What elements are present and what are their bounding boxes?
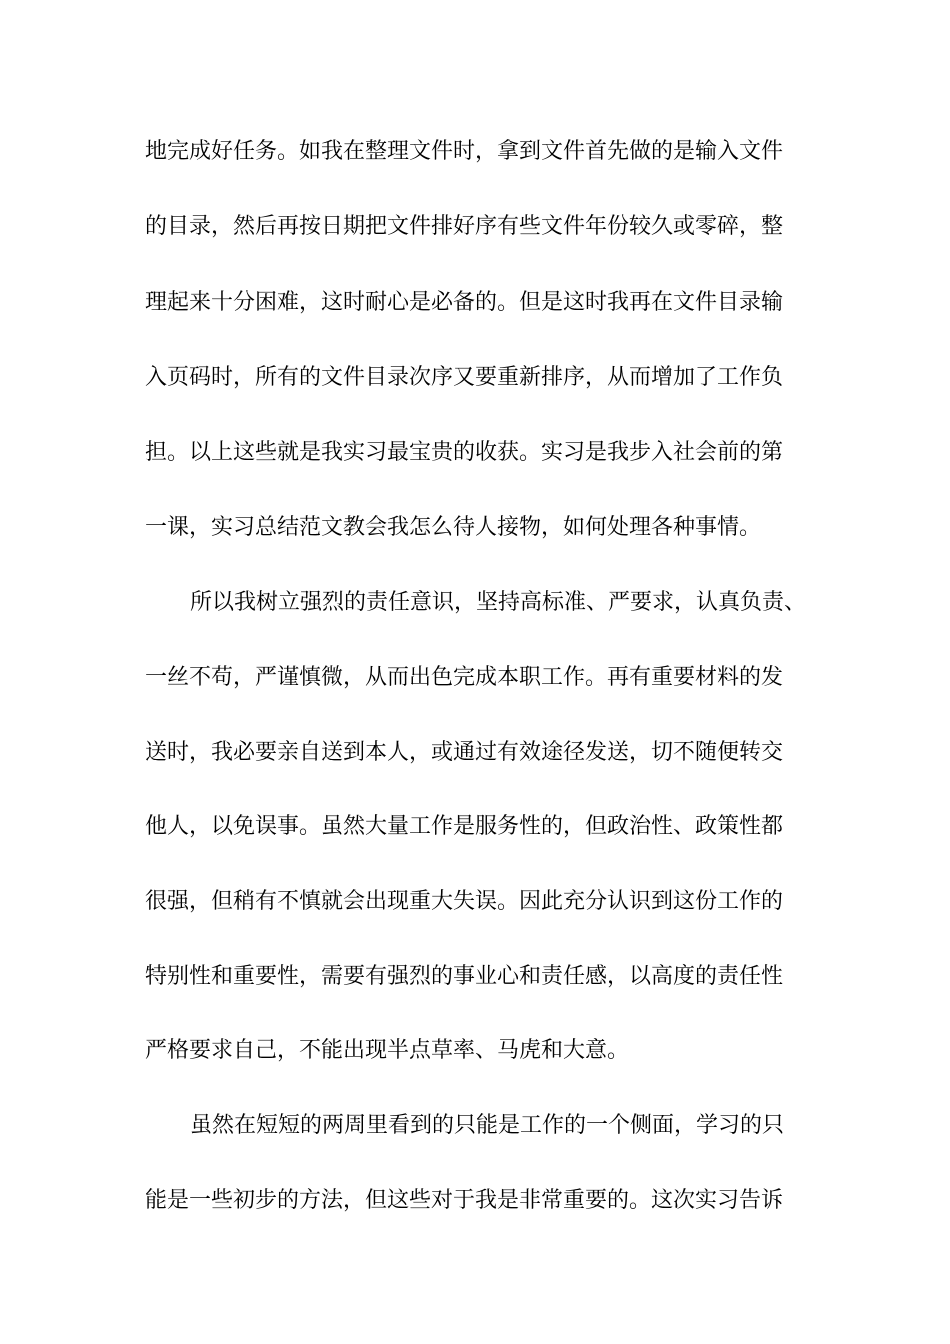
- text-line-4: 入页码时，所有的文件目录次序又要重新排序，从而增加了工作负: [145, 365, 784, 390]
- text-line-3: 理起来十分困难，这时耐心是必备的。但是这时我再在文件目录输: [145, 290, 784, 315]
- text-line-8: 一丝不苟，严谨慎微，从而出色完成本职工作。再有重要材料的发: [145, 665, 784, 690]
- text-line-6: 一课，实习总结范文教会我怎么待人接物，如何处理各种事情。: [145, 515, 762, 540]
- text-line-7: 所以我树立强烈的责任意识，坚持高标准、严要求，认真负责、: [190, 590, 807, 615]
- text-line-9: 送时，我必要亲自送到本人，或通过有效途径发送，切不随便转交: [145, 740, 784, 765]
- text-line-2: 的目录，然后再按日期把文件排好序有些文件年份较久或零碎，整: [145, 214, 784, 239]
- text-line-1: 地完成好任务。如我在整理文件时，拿到文件首先做的是输入文件: [145, 139, 784, 164]
- text-line-13: 严格要求自己，不能出现半点草率、马虎和大意。: [145, 1038, 630, 1063]
- text-line-10: 他人，以免误事。虽然大量工作是服务性的，但政治性、政策性都: [145, 814, 784, 839]
- text-line-11: 很强，但稍有不慎就会出现重大失误。因此充分认识到这份工作的: [145, 889, 784, 914]
- text-line-5: 担。以上这些就是我实习最宝贵的收获。实习是我步入社会前的第: [145, 440, 784, 465]
- text-line-12: 特别性和重要性，需要有强烈的事业心和责任感，以高度的责任性: [145, 964, 784, 989]
- text-line-15: 能是一些初步的方法，但这些对于我是非常重要的。这次实习告诉: [145, 1188, 784, 1213]
- text-line-14: 虽然在短短的两周里看到的只能是工作的一个侧面，学习的只: [190, 1113, 785, 1138]
